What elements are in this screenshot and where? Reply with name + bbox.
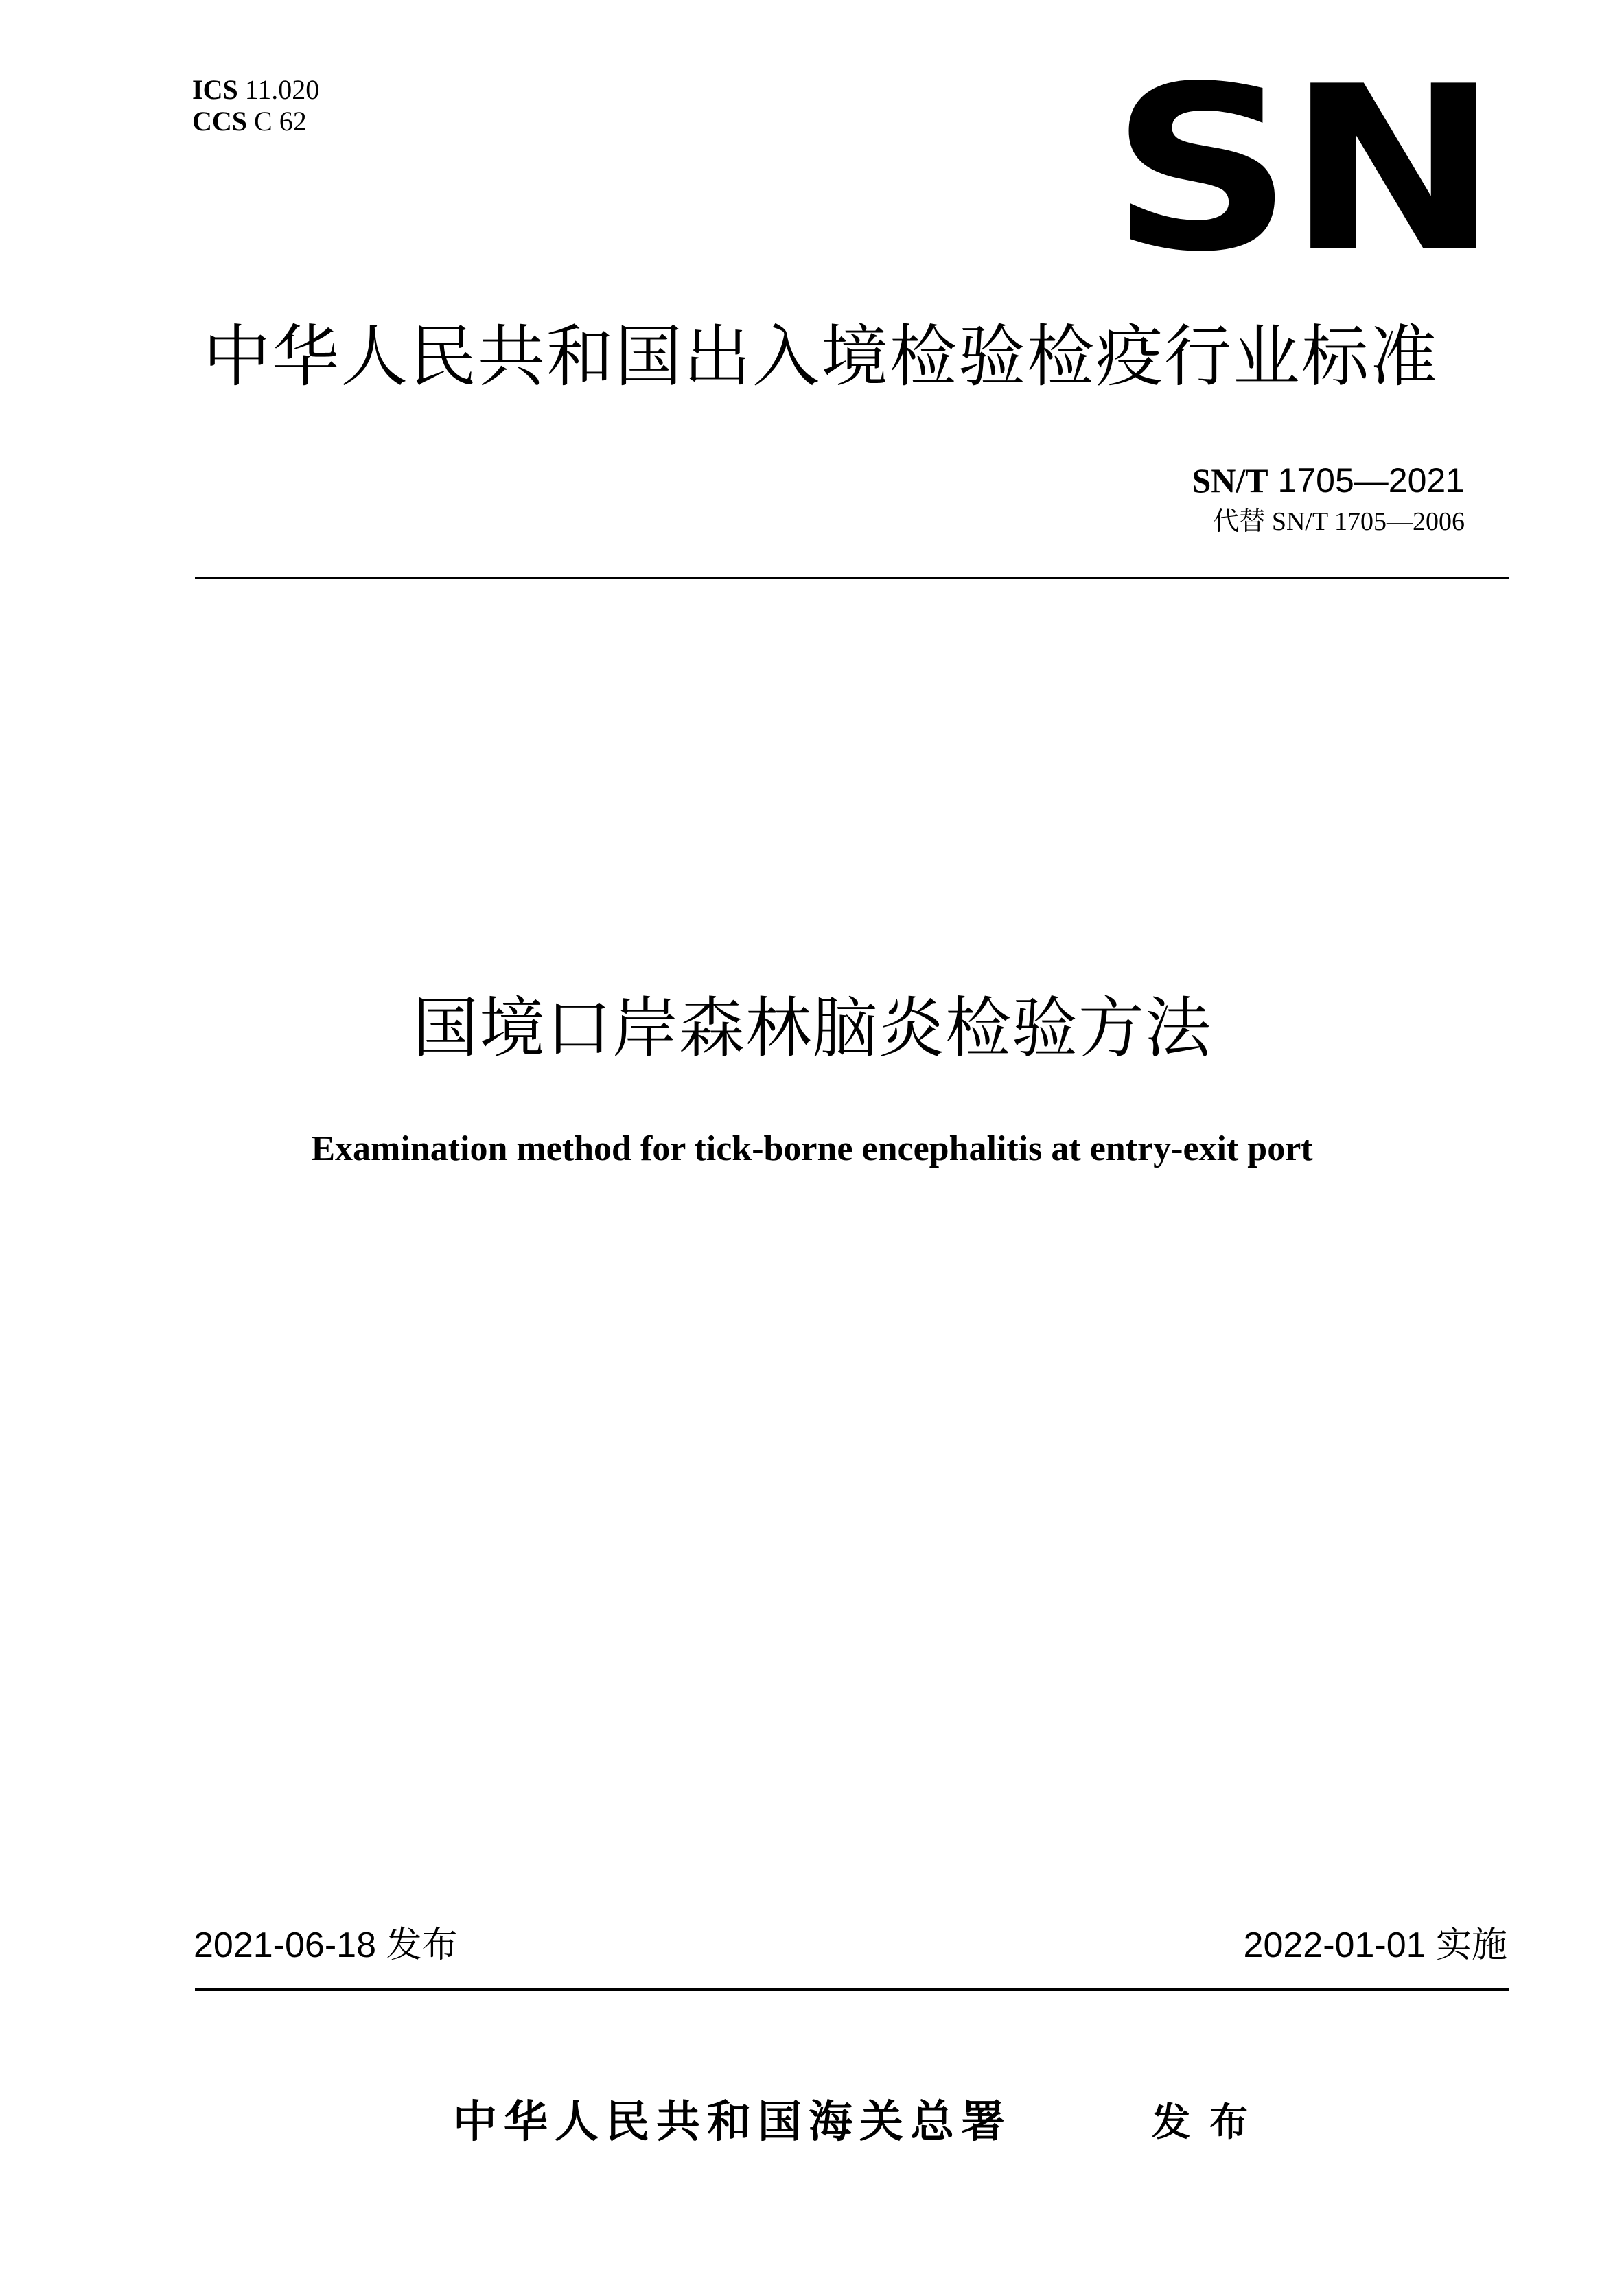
standard-number-value: 1705—2021 [1277,461,1465,500]
bottom-divider [195,1988,1509,1991]
ics-value: 11.020 [244,74,320,105]
issue-action: 发布 [1152,2100,1267,2145]
top-divider [195,577,1509,579]
document-title-english: Examination method for tick-borne encephalitis at entry-exit port [311,1129,1313,1168]
standard-category-title: 中华人民共和国出入境检验检疫行业标准 [203,318,1439,396]
ics-label: ICS [192,74,238,105]
replaces-standard: 代替 SN/T 1705—2006 [1213,507,1465,536]
ccs-line [192,106,319,137]
ccs-label: CCS [192,106,248,137]
sn-logo: SN [1111,38,1494,301]
publish-date: 2021-06-18 发布 [194,1925,458,1965]
issuing-authority: 中华人民共和国海关总署 [453,2096,1012,2148]
standard-prefix: SN/T [1192,461,1268,500]
standard-number [1192,461,1465,500]
document-title: 国境口岸森林脑炎检验方法 [413,990,1211,1067]
ccs-value: C 62 [254,106,307,137]
effective-date: 2022-01-01 实施 [1243,1925,1507,1965]
ics-line [192,74,319,106]
classification-codes [192,74,319,137]
